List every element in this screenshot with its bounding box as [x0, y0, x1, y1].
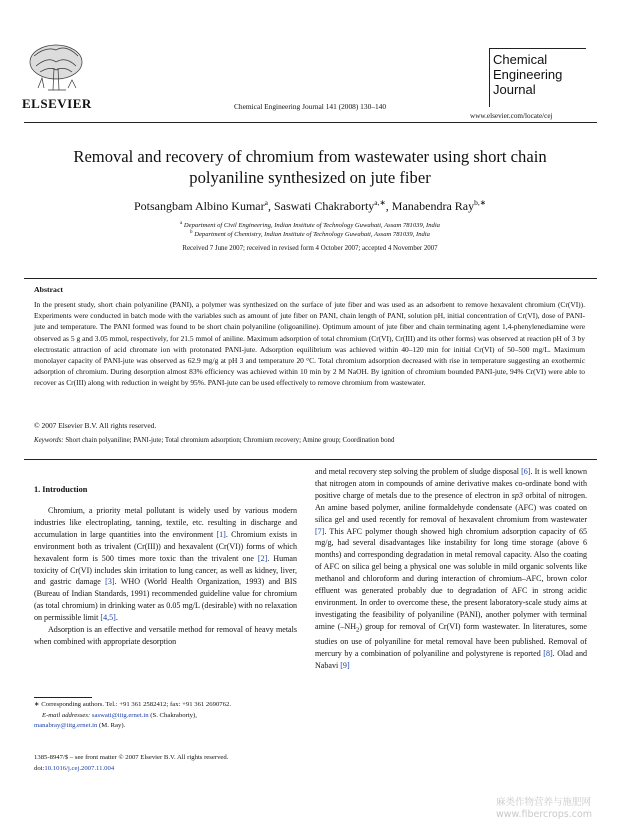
- journal-name-line3: Journal: [493, 82, 536, 97]
- journal-logo: [493, 52, 562, 97]
- issn-block: [34, 753, 228, 774]
- affiliation-a: [30, 221, 590, 229]
- author-name: Saswati Chakraborty: [273, 199, 375, 213]
- citation-link[interactable]: [6]: [521, 467, 531, 476]
- site-watermark: [496, 797, 592, 821]
- abstract-heading: Abstract: [34, 285, 64, 294]
- journal-name-line1: Chemical: [493, 52, 548, 67]
- body-text: and metal recovery step solving the problem of sludge disposal: [315, 467, 522, 476]
- doi-line: [34, 764, 228, 775]
- author-name: Potsangbam Albino Kumar: [133, 199, 265, 213]
- body-text: .: [115, 613, 118, 623]
- doi-label: doi:: [34, 764, 45, 772]
- copyright-notice: © 2007 Elsevier B.V. All rights reserved.: [34, 421, 157, 430]
- author-affiliation-mark[interactable]: b,∗: [474, 198, 487, 207]
- intro-paragraph: [34, 505, 297, 624]
- affiliation-b: [30, 230, 590, 238]
- watermark-line1: 麻类作物营养与施肥网: [496, 797, 592, 808]
- author-list: Potsangbam Albino Kumar$^a$, Saswati Chakraborty$^{a,∗}$, Manabendra Ray$^{b,∗}$: [133, 198, 487, 213]
- header-divider: [24, 122, 597, 123]
- affiliation-text: Department of Civil Engineering, Indian Institute of Technology Guwahati, Assam 781039, India: [183, 222, 440, 230]
- affiliation-text: Department of Chemistry, Indian Institute of Technology Guwahati, Assam 781039, India: [194, 231, 430, 239]
- intro-paragraph: Adsorption is an effective and versatile method for removal of heavy metals when combined with appropriate desorption: [34, 625, 297, 646]
- abstract-text: In the present study, short chain polyaniline (PANI), a polymer was synthesized on the surface of jute fiber and was used as an adsorbent to remove hexavalent chromium (Cr(VI)). Experiments were conducted in batch mode with the variables such as amount of jute fiber on PANI, chain length of PANI, solution pH, initial concentration of Cr(VI), dose of PANI-jute and temperature. The PANI formed was found to be short chain polyaniline (oligoaniline). Optimum amount of jute fiber and chain terminating agent 1,4-phenylenediamine were observed as 5 g and 3.05 mmol, respectively, for 21.5 mmol of aniline. Maximum adsorption of total chromium (Cr(VI), Cr(III) and its other forms) was observed at reaction pH of 3 by electrostatic attraction of acid chromate ion with protonated PANI-jute. Adsorption equilibrium was achieved within 40–120 min for initial Cr(VI) of 50–500 mg/L. Maximum monolayer capacity of PANI-jute was observed as 62.9 mg/g at pH 3 and temperature 20 °C. Total chromium adsorption decreased with rise in temperature suggesting an exothermic adsorption of chromium. During desorption almost 83% efficiency was achieved within 10 min by 2 M NaOH. By ignition of chromium bounded PANI-jute, 94% Cr(VI) were able to recover as Cr(III) along with reduction in weight by 95%. PANI-jute can be used effectively to remove chromium from wastewater.: [34, 300, 585, 388]
- email-owner: (S. Chakraborty),: [148, 711, 197, 719]
- citation-link[interactable]: [9]: [340, 661, 350, 671]
- corresponding-author-footnote: [34, 700, 304, 732]
- article-dates: Received 7 June 2007; received in revised form 4 October 2007; accepted 4 November 2007: [182, 245, 438, 252]
- author-name: Manabendra Ray: [391, 199, 475, 213]
- title-divider: [24, 278, 597, 279]
- citation-link[interactable]: [8]: [543, 649, 553, 659]
- left-column: [34, 505, 297, 648]
- intro-paragraph: [315, 466, 587, 672]
- article-title: [30, 146, 590, 188]
- front-matter-line: 1385-8947/$ – see front matter © 2007 Elsevier B.V. All rights reserved.: [34, 754, 229, 761]
- citation-link[interactable]: [7]: [315, 526, 325, 536]
- email-line: [34, 721, 304, 732]
- subscript: 2: [356, 626, 360, 634]
- body-text: . Olad and Nabavi: [315, 649, 588, 671]
- body-text: Chromium, a priority metal pollutant is widely used by various modern industries like electroplating, tanning, textile, etc. resulting in discharge and accumulation in large quantities into the environment: [34, 506, 297, 539]
- title-line2: polyaniline synthesized on jute fiber: [189, 168, 431, 187]
- publisher-name: ELSEVIER: [22, 96, 92, 111]
- orbital-term: sp3: [511, 490, 523, 500]
- journal-name-line2: Engineering: [493, 67, 563, 82]
- keywords-line: [34, 437, 394, 444]
- body-text: . This AFC polymer though showed high chromium adsorption capacity of 65 mg/g, had several disadvantages like instability for long time storage (above 6 months) and corresponding degradation in metal removal capacity. Also the coating of AFC on silica gel being a physical one was soluble in mild organic solvents like methanol and chloroform and during interaction of chromium–AFC, brown color effluent was generated probably due to degradation of AFC in strong acidic environment. In order to overcome these, the present laboratory-scale study aims at investigating the feasibility of polyaniline (PANI), another polymer with terminal amine (–NH: [315, 526, 587, 631]
- tree-logo-icon: [26, 42, 86, 94]
- body-text: orbital of nitrogen. An amine based polymer, aniline formaldehyde condensate (AFC) was coated on silica gel and used recently for removal of hexavalent chromium from wastewater: [315, 490, 588, 524]
- email-link[interactable]: manabray@iitg.ernet.in: [34, 722, 98, 729]
- citation-link[interactable]: [1]: [216, 529, 226, 539]
- citation-link[interactable]: [4,5]: [100, 613, 116, 623]
- keywords-label: Keywords:: [34, 437, 64, 444]
- affiliation-mark: a: [180, 221, 183, 226]
- email-line: [34, 711, 304, 722]
- email-label: E-mail addresses:: [42, 711, 91, 719]
- author-affiliation-mark[interactable]: a,∗: [374, 198, 386, 207]
- author-affiliation-mark[interactable]: a: [264, 198, 268, 207]
- email-link[interactable]: saswati@iitg.ernet.in: [91, 711, 149, 719]
- doi-link[interactable]: 10.1016/j.cej.2007.11.004: [44, 764, 115, 772]
- title-line1: Removal and recovery of chromium from wastewater using short chain: [73, 147, 547, 166]
- journal-citation: Chemical Engineering Journal 141 (2008) 130–140: [233, 102, 387, 111]
- keywords-text: Short chain polyaniline; PANI-jute; Total chromium adsorption; Chromium recovery; Amine group; Coordination bond: [65, 437, 395, 444]
- body-text: ) group for removal of Cr(VI) form wastewater. In literatures, some studies on use of polyaniline for metal removal have been published. Removal of mercury by a combination of polyaniline and polystyrene is reported: [315, 621, 587, 659]
- body-text: . WHO (World Health Organization, 1993) and BIS (Bureau of Indian Standards, 1991) recommended guideline value for chromium (as total chromium) in drinking water as 0.05 mg/L (desirable) with no relaxation on permissible limit: [34, 577, 297, 623]
- section-heading-introduction: 1. Introduction: [34, 485, 88, 494]
- body-text: . It is well known that nitrogen atom in compounds of amine derivative makes co-ordinate bond with positive charge of metals due to the presence of electron in: [315, 467, 587, 500]
- right-column: [315, 466, 587, 672]
- watermark-line2: www.fibercrops.com: [496, 809, 593, 820]
- email-owner: (M. Ray).: [97, 722, 126, 729]
- body-text: . Chromium exists in environment both as trivalent (Cr(III)) and hexavalent (Cr(VI)) forms of which hexavalent form is 500 times more toxic than the trivalent one: [34, 529, 297, 563]
- citation-link[interactable]: [2]: [257, 553, 268, 563]
- footnote-divider: [34, 697, 92, 698]
- body-text: . Human toxicity of Cr(VI) includes skin irritation to lung cancer, as well as kidney, liver, and gastric damage: [34, 553, 297, 587]
- journal-url-link[interactable]: www.elsevier.com/locate/cej: [470, 112, 553, 120]
- corresponding-info: ∗ Corresponding authors. Tel.: +91 361 2582412; fax: +91 361 2690762.: [34, 701, 232, 708]
- affiliation-mark: b: [190, 230, 193, 235]
- abstract-divider: [24, 459, 597, 460]
- citation-link[interactable]: [3]: [105, 577, 115, 587]
